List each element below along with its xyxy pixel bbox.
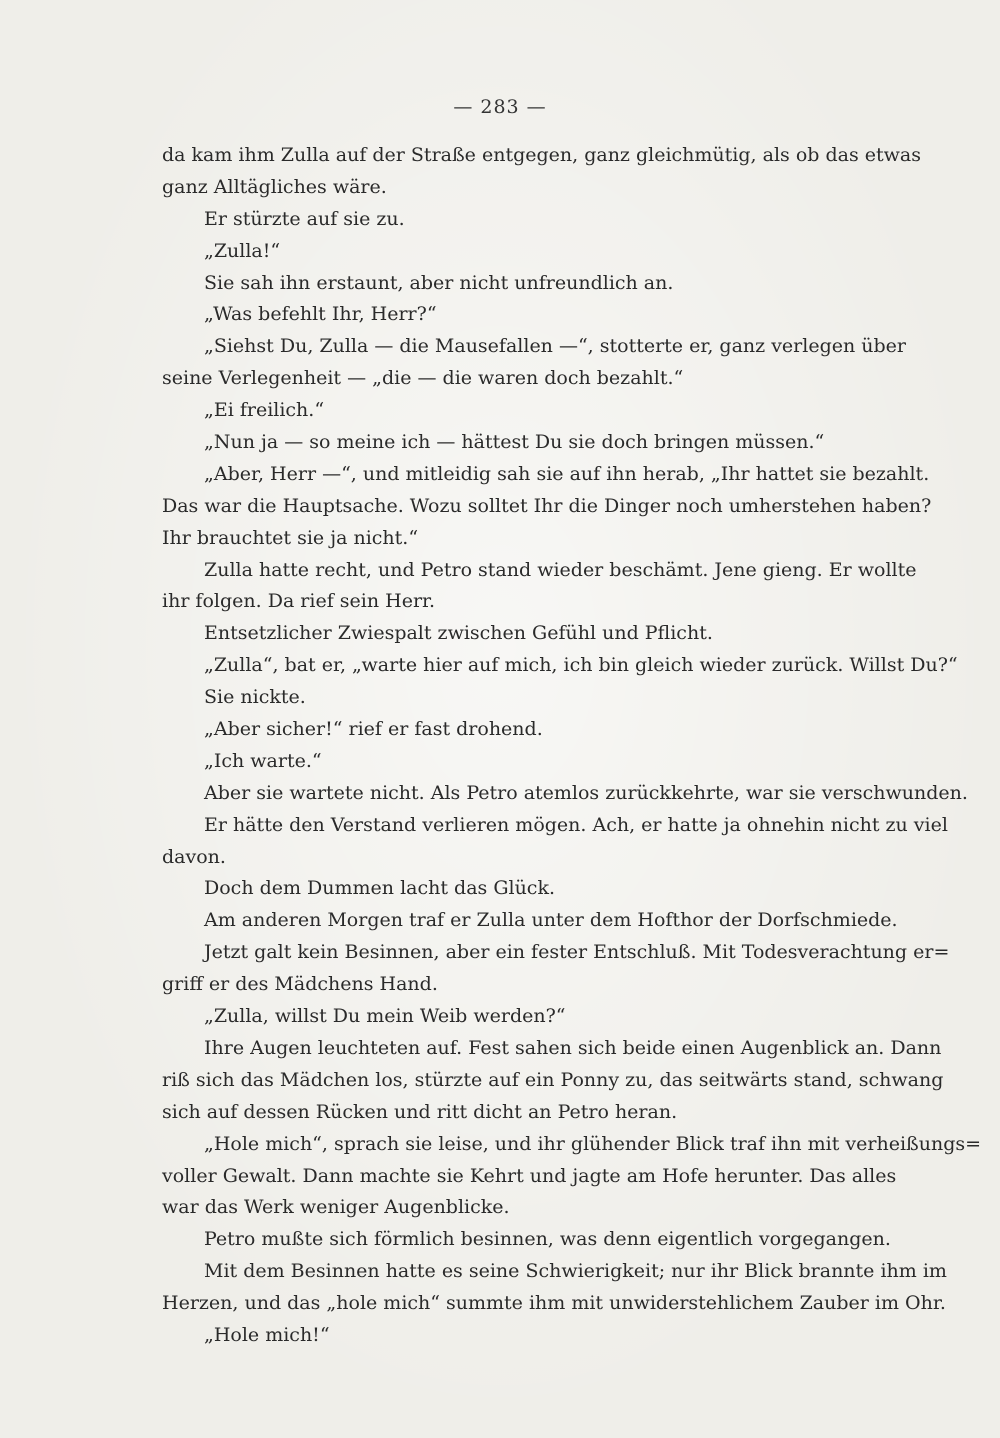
text-line: „Siehst Du, Zulla — die Mausefallen —“, stotterte er, ganz verlegen über	[204, 335, 906, 358]
text-line: Doch dem Dummen lacht das Glück.	[204, 877, 555, 900]
text-line: voller Gewalt. Dann machte sie Kehrt und jagte am Hofe herunter. Das alles	[162, 1164, 897, 1187]
text-line: Jetzt galt kein Besinnen, aber ein fester Entschluß. Mit Todesverachtung er=	[204, 941, 950, 964]
text-line: Petro mußte sich förmlich besinnen, was denn eigentlich vorgegangen.	[204, 1228, 891, 1251]
text-line: Das war die Hauptsache. Wozu solltet Ihr die Dinger noch umherstehen haben?	[162, 494, 932, 517]
text-line: Zulla hatte recht, und Petro stand wieder beschämt. Jene gieng. Er wollte	[204, 558, 917, 581]
body-text	[162, 140, 982, 1352]
text-line: sich auf dessen Rücken und ritt dicht an Petro heran.	[162, 1100, 678, 1123]
text-line: „Aber, Herr —“, und mitleidig sah sie auf ihn herab, „Ihr hattet sie bezahlt.	[204, 462, 930, 485]
text-line: griff er des Mädchens Hand.	[162, 973, 438, 996]
text-line: „Ich warte.“	[204, 749, 322, 772]
text-line: ganz Alltägliches wäre.	[162, 175, 387, 198]
text-line: „Hole mich!“	[204, 1323, 330, 1346]
text-line: „Nun ja — so meine ich — hättest Du sie doch bringen müssen.“	[204, 431, 825, 454]
text-line: Er hätte den Verstand verlieren mögen. Ach, er hatte ja ohnehin nicht zu viel	[204, 813, 948, 836]
text-line: „Ei freilich.“	[204, 399, 325, 422]
text-line: war das Werk weniger Augenblicke.	[162, 1196, 510, 1219]
text-line: seine Verlegenheit — „die — die waren doch bezahlt.“	[162, 367, 684, 390]
text-line: Entsetzlicher Zwiespalt zwischen Gefühl und Pflicht.	[204, 622, 713, 645]
text-line: „Zulla!“	[204, 239, 281, 262]
text-line: Sie sah ihn erstaunt, aber nicht unfreundlich an.	[204, 271, 674, 294]
text-line: Ihr brauchtet sie ja nicht.“	[162, 526, 419, 549]
text-line: „Zulla“, bat er, „warte hier auf mich, ich bin gleich wieder zurück. Willst Du?“	[204, 654, 958, 677]
text-line: „Aber sicher!“ rief er fast drohend.	[204, 718, 543, 741]
text-line: davon.	[162, 845, 226, 868]
text-line: „Was befehlt Ihr, Herr?“	[204, 303, 437, 326]
text-line: ihr folgen. Da rief sein Herr.	[162, 590, 436, 613]
page-number: — 283 —	[453, 96, 547, 118]
text-line: Aber sie wartete nicht. Als Petro atemlos zurückkehrte, war sie verschwunden.	[204, 781, 968, 804]
text-line: Am anderen Morgen traf er Zulla unter dem Hofthor der Dorfschmiede.	[204, 909, 898, 932]
text-line: riß sich das Mädchen los, stürzte auf ein Ponny zu, das seitwärts stand, schwang	[162, 1068, 944, 1091]
text-line: „Zulla, willst Du mein Weib werden?“	[204, 1005, 566, 1028]
text-line: Er stürzte auf sie zu.	[204, 207, 405, 230]
text-line: Mit dem Besinnen hatte es seine Schwierigkeit; nur ihr Blick brannte ihm im	[204, 1260, 947, 1283]
text-line: Ihre Augen leuchteten auf. Fest sahen sich beide einen Augenblick an. Dann	[204, 1036, 942, 1059]
text-line: Herzen, und das „hole mich“ summte ihm mit unwiderstehlichem Zauber im Ohr.	[162, 1292, 946, 1315]
text-line: Sie nickte.	[204, 686, 306, 709]
text-line: „Hole mich“, sprach sie leise, und ihr glühender Blick traf ihn mit verheißungs=	[204, 1132, 982, 1155]
text-line: da kam ihm Zulla auf der Straße entgegen, ganz gleichmütig, als ob das etwas	[162, 144, 921, 166]
